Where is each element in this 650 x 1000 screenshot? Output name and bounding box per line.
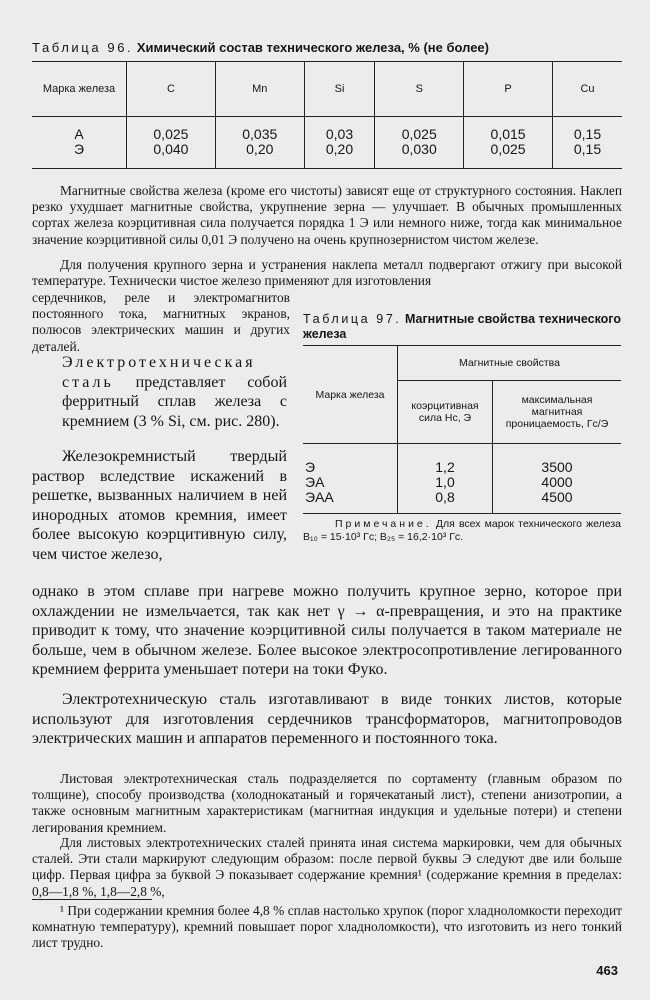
table97-note: Примечание. Для всех марок технического железа B₁₀ = 15·10³ Гс; B₂₅ = 16,2·10³ Гс. [303,518,621,543]
table-row [32,117,622,169]
table-cell: 1,0 [398,475,493,490]
col-header: S [375,62,464,117]
table-cell: 0,15 0,15 [553,117,623,169]
table-cell: 0,025 0,040 [127,117,216,169]
paragraph: Магнитные свойства железа (кроме его чистоты) зависят еще от структурного состояния. Наклеп резко ухудшает магнитные свойства, укрупнение зерна — улучшает. В обычных промышленных сортах железа коэрцитивная сила получается порядка 1 Э или немного ниже, тогда как минимальное значение коэрцитивной силы 0,01 Э получено на очень крупнозернистом чистом железе. [32,183,622,247]
table-cell: ЭА [305,474,325,490]
table-cell: 3500 [493,444,622,476]
paragraph-continuation: сердечников, реле и электромагнитов постоянного тока, магнитных экранов, полюсов электрических машин и других деталей. [32,290,290,354]
paragraph-large: Железокремнистый твердый раствор вследствие искажений в решетке, вызванных наличием в ней инородных атомов кремния, имеет более высокую коэрцитивную силу, чем чистое железо, [32,448,287,563]
table-cell: 0,035 0,20 [215,117,304,169]
col-header: Марка железа [303,346,398,444]
footnote: ¹ При содержании кремния более 4,8 % сплав настолько хрупок (порог хладноломкости переходит комнатную температуру), кремний повышает порог хладноломкости), что изготовить из него тонкий лист трудно. [32,903,622,951]
paragraph: Для листовых электротехнических сталей принята иная система маркировки, чем для обычных сталей. Эти стали маркируют следующим образом: после первой буквы Э следуют две или больше цифр. Первая цифра за буквой Э показывает содержание кремния¹ (содержание кремния в пределах: 0,8—1,8 %, 1,8—2,8 %, [32,835,622,899]
paragraph-large: однако в этом сплаве при нагреве можно получить крупное зерно, которое при охлаждении не измельчается, так как нет γ → α-превращения, и это на практике приводит к тому, что значение коэрцитивной силы получается в таком материале не больше, чем в обычном железе. Более высокое электросопротивление легированного кремнием феррита уменьшает потери на токи Фуко. [32,583,622,678]
table-cell: 0,025 0,030 [375,117,464,169]
table-cell: Э [305,459,316,475]
col-header: C [127,62,216,117]
table96-caption: Таблица 96. Химический состав технического железа, % (не более) [32,40,489,55]
table97-caption: Таблица 97. Магнитные свойства технического железа [303,312,621,341]
col-header: P [464,62,553,117]
col-header: Si [304,62,375,117]
table96 [32,61,622,169]
table-cell: 0,015 0,025 [464,117,553,169]
table-cell: 0,8 [398,490,493,514]
col-header: коэрцитивная сила Hс, Э [398,381,493,444]
paragraph: Листовая электротехническая сталь подразделяется по сортаменту (главным образом по толщине), способу производства (холоднокатаный и горячекатаный лист), степени анизотропии, а также основным магнитным характеристикам (магнитная индукция и удельные потери) и степени легирования кремнием. [32,771,622,835]
table-row [303,475,621,490]
table-cell: 4500 [493,490,622,514]
paragraph: Для получения крупного зерна и устранения наклепа металл подвергают отжигу при высокой температуре. Технически чистое железо применяют для изготовления [32,257,622,289]
col-header: Mn [215,62,304,117]
table-cell: 0,03 0,20 [304,117,375,169]
table-cell: 4000 [493,475,622,490]
paragraph-large: Электротехническая сталь представляет собой ферритный сплав железа с кремнием (3 % Si, см. рис. 280). [62,354,287,430]
col-header: Марка железа [32,62,127,117]
table96-header-row [32,62,622,117]
footnote-rule [32,899,152,900]
col-header: максимальная магнитная проницаемость, Гс/Э [493,381,622,444]
table-row [303,444,621,476]
col-header: Cu [553,62,623,117]
paragraph-large: Электротехническую сталь изготавливают в виде тонких листов, которые используют для изготовления сердечников трансформаторов, магнитопроводов электрических машин и аппаратов переменного и постоянного тока. [32,691,622,747]
table-cell: 1,2 [398,444,493,476]
table-cell: А Э [32,117,127,169]
table-cell: ЭАА [303,490,398,514]
table97 [303,345,621,514]
table-row [303,490,621,514]
col-group-header: Магнитные свойства [398,346,622,381]
page-number: 463 [596,963,618,978]
